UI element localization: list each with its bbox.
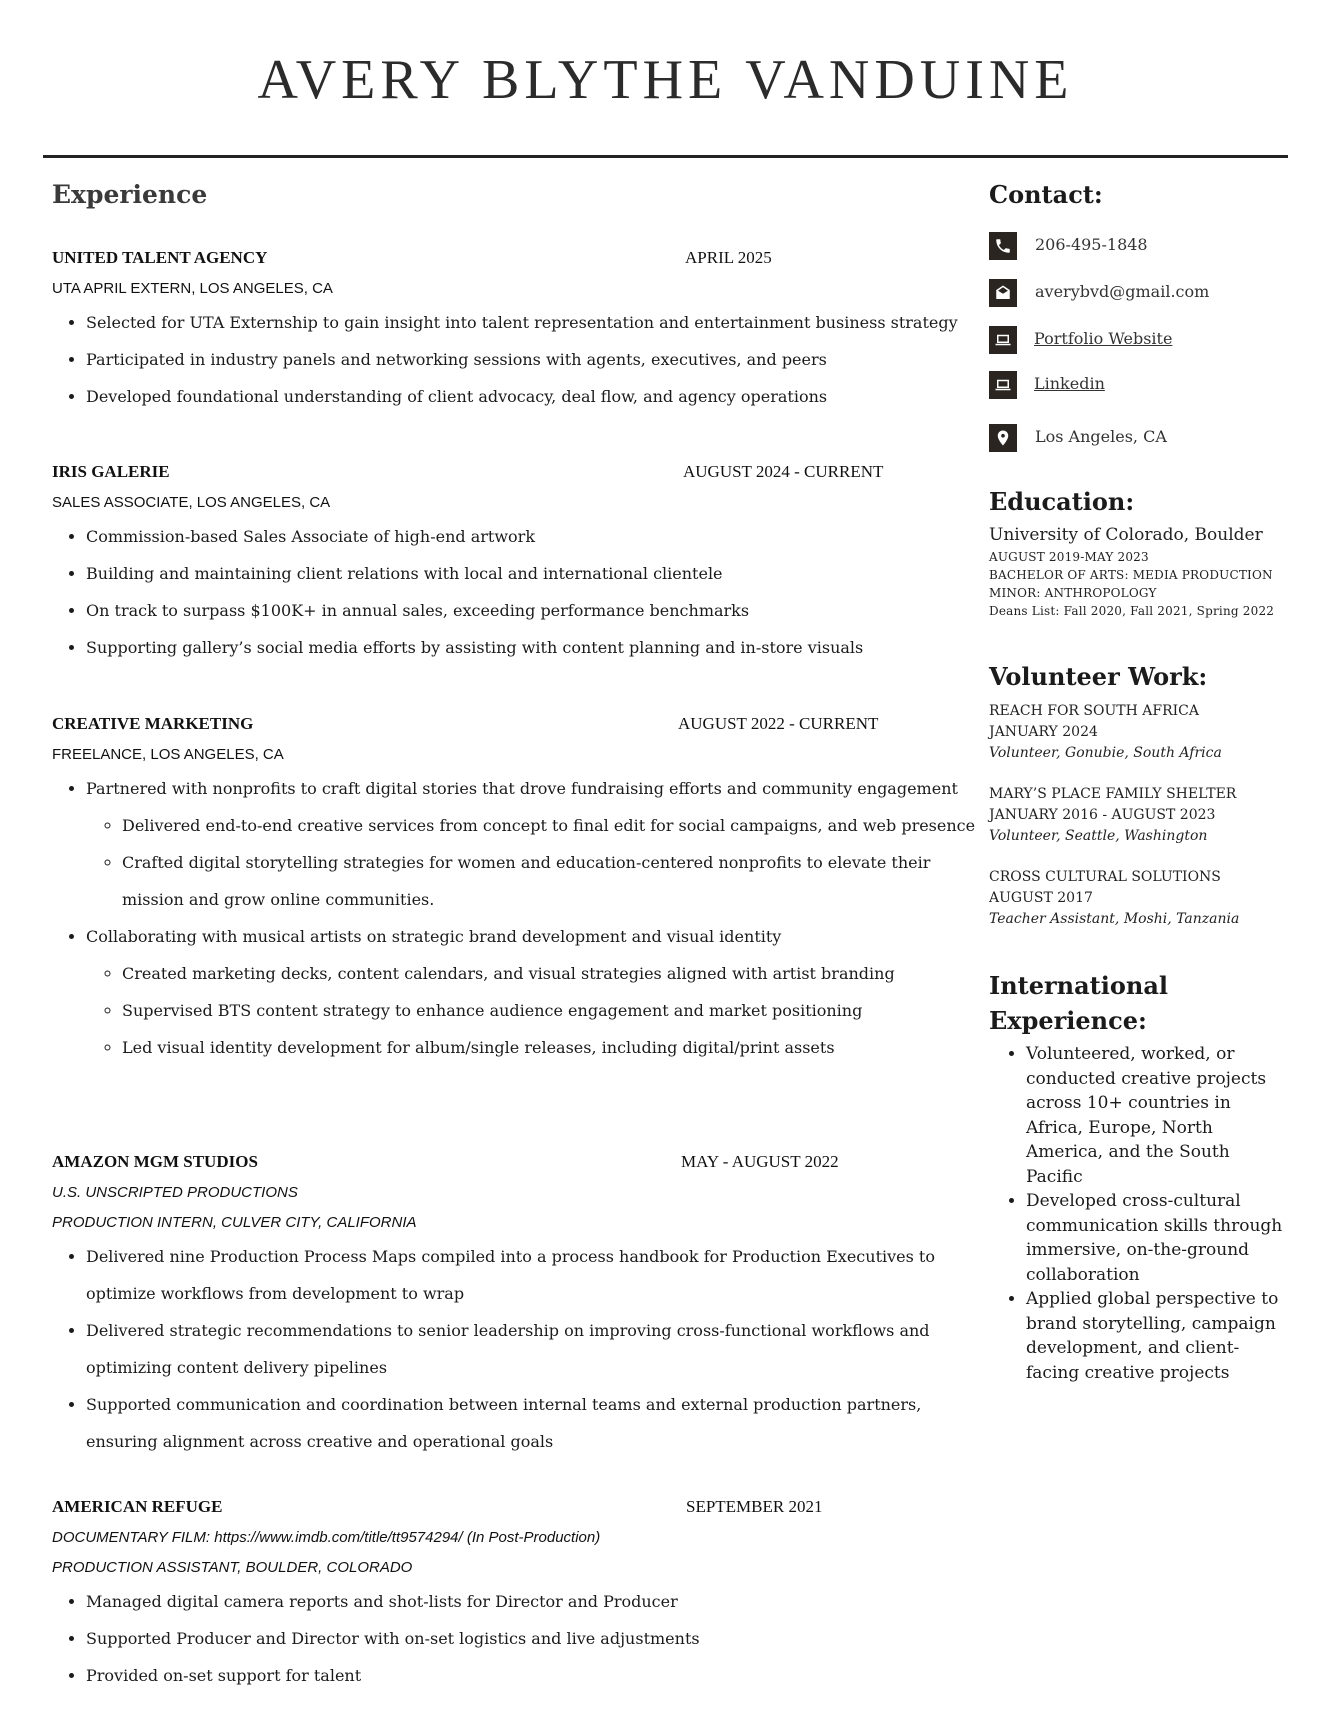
volunteer-detail: Volunteer, Gonubie, South Africa	[989, 745, 1222, 761]
sub-bullet: ◦ Crafted digital storytelling strategies for women and education-centered nonprofits to elevate their mission and grow online communities.	[122, 844, 982, 918]
contact-link[interactable]: Portfolio Website	[1034, 329, 1173, 348]
contact-location	[989, 424, 1289, 454]
job-bullets	[52, 304, 982, 415]
resume-name: AVERY BLYTHE VANDUINE	[257, 49, 1074, 111]
section-title-experience: Experience	[52, 180, 208, 209]
section-title-education: Education:	[989, 487, 1135, 516]
education-line: MINOR: ANTHROPOLOGY	[989, 586, 1157, 600]
experience-section	[52, 180, 982, 1685]
job-company: CREATIVE MARKETING	[52, 714, 254, 733]
location-pin-icon	[989, 424, 1017, 452]
international-bullets	[989, 1042, 1289, 1385]
contact-text[interactable]: averybvd@gmail.com	[1035, 282, 1210, 301]
sub-bullets	[86, 807, 982, 918]
job-date: SEPTEMBER 2021	[686, 1497, 823, 1516]
job-bullets	[52, 770, 982, 1066]
education-line: BACHELOR OF ARTS: MEDIA PRODUCTION	[989, 568, 1273, 582]
bullet: • Supported communication and coordination between internal teams and external production partners, ensuring alignment across creative and operational goals	[86, 1386, 982, 1460]
sub-bullet: ◦ Led visual identity development for album/single releases, including digital/print assets	[122, 1029, 982, 1066]
sub-bullets	[86, 955, 982, 1066]
job-role: PRODUCTION INTERN, CULVER CITY, CALIFORNIA	[52, 1214, 417, 1231]
bullet: • Supporting gallery’s social media efforts by assisting with content planning and in-store visuals	[86, 629, 982, 666]
job-company: AMAZON MGM STUDIOS	[52, 1152, 258, 1171]
bullet: • Commission-based Sales Associate of high-end artwork	[86, 518, 982, 555]
job-role: DOCUMENTARY FILM: https://www.imdb.com/title/tt9574294/ (In Post-Production)	[52, 1529, 601, 1546]
volunteer-date: JANUARY 2016 - AUGUST 2023	[989, 807, 1216, 823]
sub-bullet: ◦ Created marketing decks, content calendars, and visual strategies aligned with artist branding	[122, 955, 982, 992]
education-line: Deans List: Fall 2020, Fall 2021, Spring 2022	[989, 604, 1275, 618]
job-entry	[52, 714, 982, 1066]
volunteer-entry	[989, 701, 1289, 764]
email-icon	[989, 279, 1017, 307]
volunteer-entry	[989, 867, 1289, 930]
header-divider	[43, 155, 1288, 158]
volunteer-date: AUGUST 2017	[989, 890, 1093, 906]
bullet: • Provided on-set support for talent	[86, 1657, 982, 1694]
job-entry	[52, 462, 982, 666]
job-entry	[52, 1152, 982, 1460]
job-company: IRIS GALERIE	[52, 462, 170, 481]
international-section	[989, 968, 1289, 1385]
contact-email[interactable]	[989, 279, 1289, 309]
bullet: • Delivered strategic recommendations to senior leadership on improving cross-functional workflows and optimizing content delivery pipelines	[86, 1312, 982, 1386]
sub-bullet: ◦ Delivered end-to-end creative services from concept to final edit for social campaigns, and web presence	[122, 807, 982, 844]
sub-bullet: ◦ Supervised BTS content strategy to enhance audience engagement and market positioning	[122, 992, 982, 1029]
job-role: UTA APRIL EXTERN, LOS ANGELES, CA	[52, 280, 333, 297]
bullet: • Volunteered, worked, or conducted creative projects across 10+ countries in Africa, Europe, North America, and the South Pacific	[1026, 1042, 1289, 1189]
bullet: • Applied global perspective to brand storytelling, campaign development, and client-facing creative projects	[1026, 1287, 1289, 1385]
contact-text: 206-495-1848	[1035, 235, 1148, 254]
section-title-contact: Contact:	[989, 180, 1103, 209]
job-bullets	[52, 1238, 982, 1460]
volunteer-date: JANUARY 2024	[989, 724, 1098, 740]
job-company: AMERICAN REFUGE	[52, 1497, 223, 1516]
job-entry	[52, 1497, 982, 1694]
volunteer-detail: Volunteer, Seattle, Washington	[989, 828, 1208, 844]
bullet: • Managed digital camera reports and shot-lists for Director and Producer	[86, 1583, 982, 1620]
job-company: UNITED TALENT AGENCY	[52, 248, 268, 267]
section-title-international-line2: Experience:	[989, 1006, 1147, 1035]
section-title-international: International	[989, 971, 1169, 1000]
contact-portfolio-link[interactable]	[989, 326, 1289, 356]
job-role: FREELANCE, LOS ANGELES, CA	[52, 746, 284, 763]
bullet: • Delivered nine Production Process Maps compiled into a process handbook for Production Executives to optimize workflows from development to wrap	[86, 1238, 982, 1312]
job-role: PRODUCTION ASSISTANT, BOULDER, COLORADO	[52, 1559, 413, 1576]
volunteer-detail: Teacher Assistant, Moshi, Tanzania	[989, 911, 1240, 927]
bullet: • Collaborating with musical artists on strategic brand development and visual identity ◦ Created marketing decks, content calendars, and visual strategies aligned with artist branding ◦ Supervised BTS content strategy to enhance audience engagement and market positioning ◦ Led visual identity development for album/single releases, including digital/print assets	[86, 918, 982, 1066]
job-date: APRIL 2025	[685, 248, 772, 267]
education-section	[989, 487, 1289, 620]
volunteer-org: CROSS CULTURAL SOLUTIONS	[989, 869, 1221, 885]
bullet: • Building and maintaining client relations with local and international clientele	[86, 555, 982, 592]
contact-phone	[989, 232, 1289, 262]
volunteer-org: MARY’S PLACE FAMILY SHELTER	[989, 786, 1237, 802]
laptop-icon	[989, 326, 1017, 354]
phone-icon	[989, 232, 1017, 260]
job-date: AUGUST 2022 - CURRENT	[678, 714, 879, 733]
section-title-volunteer: Volunteer Work:	[989, 662, 1208, 691]
job-role: U.S. UNSCRIPTED PRODUCTIONS	[52, 1184, 298, 1201]
sidebar	[989, 180, 1289, 1383]
job-bullets	[52, 1583, 982, 1694]
job-bullets	[52, 518, 982, 666]
volunteer-org: REACH FOR SOUTH AFRICA	[989, 703, 1200, 719]
bullet: • Participated in industry panels and networking sessions with agents, executives, and peers	[86, 341, 982, 378]
bullet: • Supported Producer and Director with on-set logistics and live adjustments	[86, 1620, 982, 1657]
job-role: SALES ASSOCIATE, LOS ANGELES, CA	[52, 494, 331, 511]
job-date: MAY - AUGUST 2022	[681, 1152, 839, 1171]
contact-link[interactable]: Linkedin	[1034, 374, 1105, 393]
volunteer-section	[989, 662, 1289, 950]
contact-linkedin-link[interactable]	[989, 371, 1289, 401]
education-school: University of Colorado, Boulder	[989, 525, 1263, 545]
contact-text: Los Angeles, CA	[1035, 427, 1167, 446]
volunteer-entry	[989, 784, 1289, 847]
laptop-icon	[989, 371, 1017, 399]
job-entry	[52, 248, 982, 415]
bullet: • Developed cross-cultural communication skills through immersive, on-the-ground collaboration	[1026, 1189, 1289, 1287]
bullet: • Selected for UTA Externship to gain insight into talent representation and entertainment business strategy	[86, 304, 982, 341]
job-date: AUGUST 2024 - CURRENT	[683, 462, 884, 481]
bullet: • Developed foundational understanding of client advocacy, deal flow, and agency operations	[86, 378, 982, 415]
education-line: AUGUST 2019-MAY 2023	[989, 550, 1149, 564]
bullet: • On track to surpass $100K+ in annual sales, exceeding performance benchmarks	[86, 592, 982, 629]
bullet: • Partnered with nonprofits to craft digital stories that drove fundraising efforts and community engagement ◦ Delivered end-to-end creative services from concept to final edit for social campaigns, and web presence ◦ Crafted digital storytelling strategies for women and education-centered nonprofits to elevate their mission and grow online communities.	[86, 770, 982, 918]
